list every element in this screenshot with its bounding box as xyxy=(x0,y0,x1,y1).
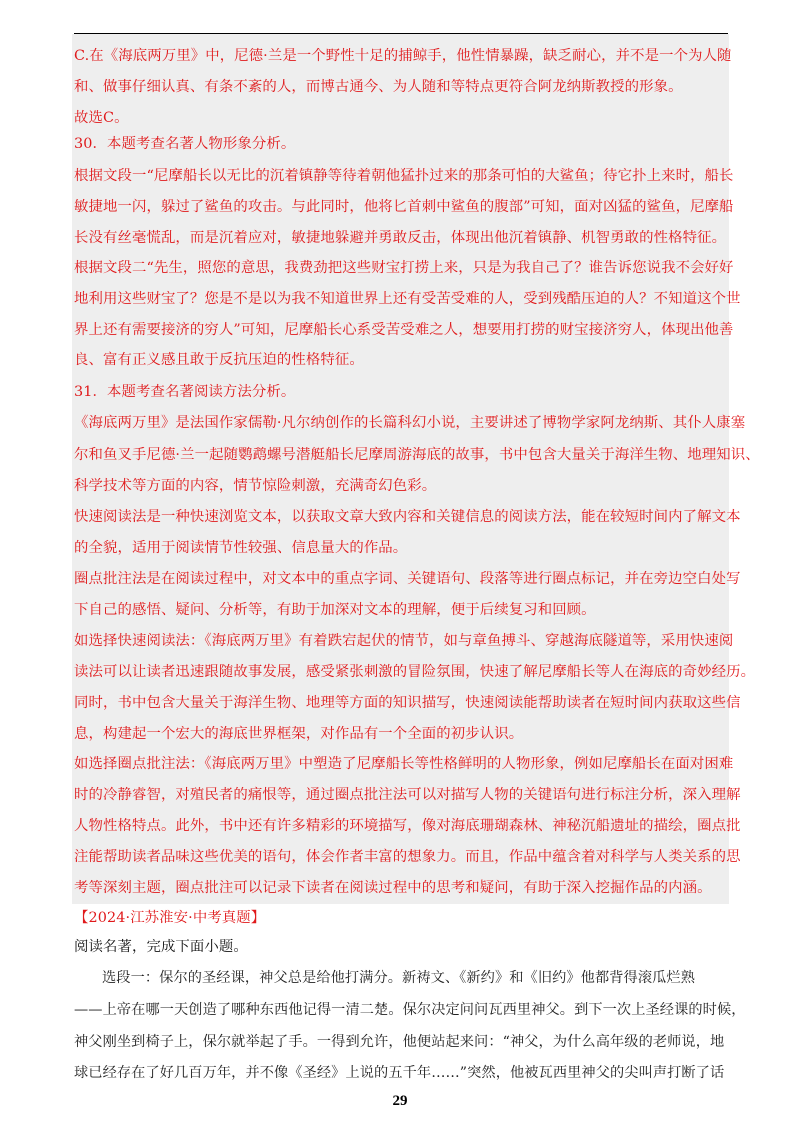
answer-line: 读法可以让读者迅速跟随故事发展，感受紧张刺激的冒险氛围，快速了解尼摩船长等人在海底的奇妙经历。 xyxy=(74,664,756,680)
answer-line: 息，构建起一个宏大的海底世界框架，对作品有一个全面的初步认识。 xyxy=(74,726,524,742)
excerpt-line: 球已经存在了好几百万年，并不像《圣经》上说的五千年……”突然，他被瓦西里神父的尖叫声打断了话 xyxy=(74,1065,725,1081)
answer-line: 30．本题考查名著人物形象分析。 xyxy=(74,136,296,152)
instruction-text: 阅读名著，完成下面小题。 xyxy=(74,939,248,955)
answer-line: 下自己的感悟、疑问、分析等，有助于加深对文本的理解，便于后续复习和回顾。 xyxy=(74,602,596,618)
answer-line: 注能帮助读者品味这些优美的语句，体会作者丰富的想象力。而且，作品中蕴含着对科学与人类关系的思 xyxy=(74,849,741,865)
answer-line: 31．本题考查名著阅读方法分析。 xyxy=(74,384,296,400)
excerpt-line: 选段一：保尔的圣经课，神父总是给他打满分。新祷文、《新约》和《旧约》他都背得滚瓜烂熟 xyxy=(102,970,695,986)
answer-line: 界上还有需要接济的穷人”可知，尼摩船长心系受苦受难之人，想要用打捞的财宝接济穷人，体现出他善 xyxy=(74,322,734,338)
answer-line: 《海底两万里》是法国作家儒勒·凡尔纳创作的长篇科幻小说，主要讲述了博物学家阿龙纳斯、其仆人康塞 xyxy=(74,415,746,431)
answer-line: 故选C。 xyxy=(74,110,129,126)
page-number: 29 xyxy=(392,1093,408,1109)
answer-line: 良、富有正义感且敢于反抗压迫的性格特征。 xyxy=(74,352,364,368)
answer-line: 根据文段二“先生，照您的意思，我费劲把这些财宝打捞上来，只是为我自己了？谁告诉您说我不会好好 xyxy=(74,260,734,276)
answer-line: 圈点批注法是在阅读过程中，对文本中的重点字词、关键语句、段落等进行圈点标记，并在旁边空白处写 xyxy=(74,571,741,587)
answer-line: 根据文段一“尼摩船长以无比的沉着镇静等待着朝他猛扑过来的那条可怕的大鲨鱼；待它扑上来时，船长 xyxy=(74,168,734,184)
answer-line: 地利用这些财宝了？您是不是以为我不知道世界上还有受苦受难的人，受到残酷压迫的人？不知道这个世 xyxy=(74,291,741,307)
answer-line: 敏捷地一闪，躲过了鲨鱼的攻击。与此同时，他将匕首刺中鲨鱼的腹部”可知，面对凶猛的鲨鱼，尼摩船 xyxy=(74,199,734,215)
answer-line: 的全貌，适用于阅读情节性较强、信息量大的作品。 xyxy=(74,540,408,556)
answer-line: 尔和鱼叉手尼德·兰一起随鹦鹉螺号潜艇船长尼摩周游海底的故事，书中包含大量关于海洋生物、地理知识、 xyxy=(74,447,760,463)
answer-line: 长没有丝毫慌乱，而是沉着应对，敏捷地躲避并勇敢反击，体现出他沉着镇静、机智勇敢的性格特征。 xyxy=(74,230,727,246)
answer-line: C.在《海底两万里》中，尼德·兰是一个野性十足的捕鲸手，他性情暴躁，缺乏耐心，并不是一个为人随 xyxy=(74,48,732,64)
answer-line: 考等深刻主题，圈点批注可以记录下读者在阅读过程中的思考和疑问，有助于深入挖掘作品的内涵。 xyxy=(74,880,712,896)
answer-line: 如选择圈点批注法：《海底两万里》中塑造了尼摩船长等性格鲜明的人物形象，例如尼摩船长在面对困难 xyxy=(74,756,734,772)
answer-line: 如选择快速阅读法：《海底两万里》有着跌宕起伏的情节，如与章鱼搏斗、穿越海底隧道等，采用快速阅 xyxy=(74,633,734,649)
answer-line: 科学技术等方面的内容，情节惊险刺激，充满奇幻色彩。 xyxy=(74,478,437,494)
excerpt-line: ——上帝在哪一天创造了哪种东西他记得一清二楚。保尔决定问问瓦西里神父。到下一次上圣经课的时候， xyxy=(74,1002,746,1018)
answer-line: 快速阅读法是一种快速浏览文本，以获取文章大致内容和关键信息的阅读方法，能在较短时间内了解文本 xyxy=(74,509,741,525)
answer-line: 同时，书中包含大量关于海洋生物、地理等方面的知识描写，快速阅读能帮助读者在短时间内获取这些信 xyxy=(74,695,741,711)
answer-line: 人物性格特点。此外，书中还有许多精彩的环境描写，像对海底珊瑚森林、神秘沉船遗址的描绘，圈点批 xyxy=(74,818,741,834)
answer-line: 时的冷静睿智，对殖民者的痛恨等，通过圈点批注法可以对描写人物的关键语句进行标注分析，深入理解 xyxy=(74,787,741,803)
excerpt-line: 神父刚坐到椅子上，保尔就举起了手。一得到允许，他便站起来问：“神父，为什么高年级的老师说，地 xyxy=(74,1034,725,1050)
section-heading: 【2024·江苏淮安·中考真题】 xyxy=(74,910,266,926)
answer-line: 和、做事仔细认真、有条不紊的人，而博古通今、为人随和等特点更符合阿龙纳斯教授的形象。 xyxy=(74,79,683,95)
